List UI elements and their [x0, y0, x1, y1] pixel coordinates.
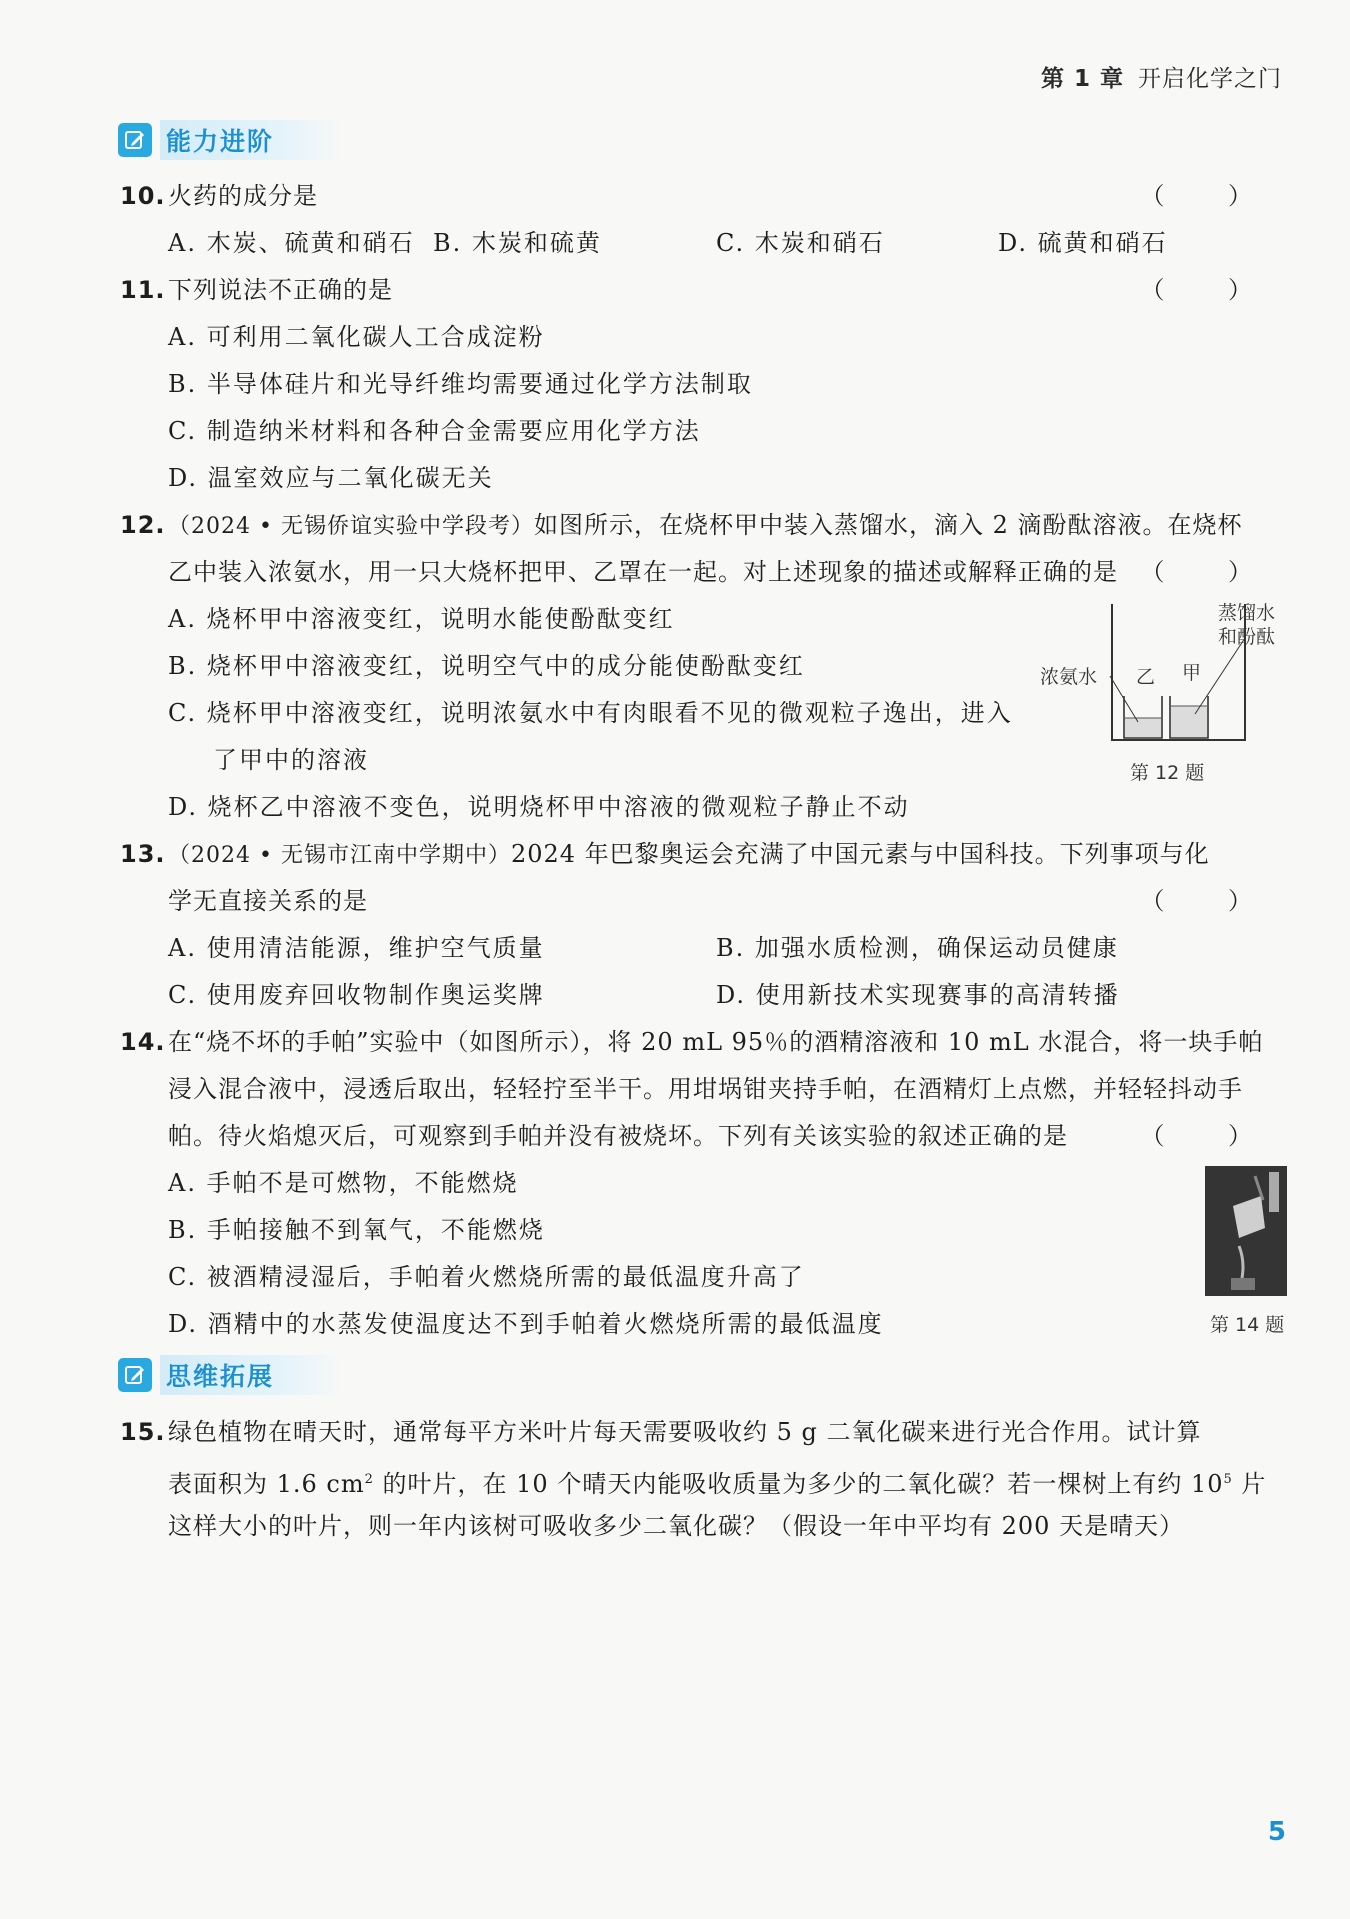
question-12 [120, 502, 1280, 550]
section-title: 能力进阶 [166, 127, 275, 156]
question-14-stem-line2: 浸入混合液中，浸透后取出，轻轻拧至半干。用坩埚钳夹持手帕，在酒精灯上点燃，并轻轻抖动手 [168, 1075, 1243, 1103]
option-c: C. 使用废弃回收物制作奥运奖牌 [168, 981, 545, 1009]
superscript: 5 [1223, 1472, 1233, 1487]
question-stem: 乙中装入浓氨水，用一只大烧杯把甲、乙罩在一起。对上述现象的描述或解释正确的是 [168, 558, 1118, 586]
question-stem: 火药的成分是 [168, 182, 318, 210]
label-beaker-jia: 甲 [1182, 662, 1202, 684]
question-stem: 2024 年巴黎奥运会充满了中国元素与中国科技。下列事项与化 [510, 840, 1210, 868]
question-11 [120, 267, 1280, 314]
question-10 [120, 173, 1280, 220]
option-b: B. 烧杯甲中溶液变红，说明空气中的成分能使酚酞变红 [168, 652, 805, 680]
section-thinking-header [118, 1353, 344, 1397]
option-b: B. 加强水质检测，确保运动员健康 [716, 934, 1119, 962]
chapter-number: 第 1 章 [1040, 66, 1124, 92]
question-number: 10. [120, 182, 166, 210]
option-d: D. 酒精中的水蒸发使温度达不到手帕着火燃烧所需的最低温度 [168, 1310, 884, 1338]
answer-bracket: （ ） [1140, 1122, 1280, 1150]
handkerchief-photo [1205, 1166, 1287, 1296]
figure-caption: 第 14 题 [1210, 1314, 1285, 1336]
answer-bracket: （ ） [1140, 182, 1280, 210]
answer-bracket: （ ） [1140, 558, 1280, 586]
pencil-icon [118, 123, 152, 157]
question-number: 11. [120, 276, 166, 304]
question-stem: 在“烧不坏的手帕”实验中（如图所示），将 20 mL 95％的酒精溶液和 10 mL 水混合，将一块手帕 [168, 1028, 1264, 1056]
option-a: A. 木炭、硫黄和硝石 [168, 229, 415, 257]
option-d: D. 使用新技术实现赛事的高清转播 [716, 981, 1120, 1009]
label-phenolphthalein: 和酚酞 [1218, 626, 1276, 648]
question-12-stem-line2 [168, 549, 1280, 596]
answer-bracket: （ ） [1140, 887, 1280, 915]
label-beaker-yi: 乙 [1136, 666, 1156, 688]
beaker-diagram [1040, 598, 1290, 788]
option-a: A. 手帕不是可燃物，不能燃烧 [168, 1169, 519, 1197]
option-c: C. 木炭和硝石 [716, 229, 885, 257]
option-b: B. 半导体硅片和光导纤维均需要通过化学方法制取 [168, 370, 753, 398]
question-stem: 学无直接关系的是 [168, 887, 368, 915]
question-stem: 如图所示，在烧杯甲中装入蒸馏水，滴入 2 滴酚酞溶液。在烧杯 [533, 511, 1243, 539]
option-c: C. 烧杯甲中溶液变红，说明浓氨水中有肉眼看不见的微观粒子逸出，进入 [168, 699, 1013, 727]
question-stem: 绿色植物在晴天时，通常每平方米叶片每天需要吸收约 5 g 二氧化碳来进行光合作用。试计算 [168, 1418, 1202, 1446]
question-stem: 帕。待火焰熄灭后，可观察到手帕并没有被烧坏。下列有关该实验的叙述正确的是 [168, 1122, 1068, 1150]
superscript: 2 [364, 1472, 374, 1487]
label-ammonia: 浓氨水 [1040, 666, 1098, 688]
option-c: C. 制造纳米材料和各种合金需要应用化学方法 [168, 417, 701, 445]
question-14 [120, 1019, 1280, 1066]
question-source: （2024 • 无锡市江南中学期中） [168, 843, 511, 868]
question-15-line2 [168, 1456, 1280, 1508]
question-14-stem-line3 [168, 1113, 1280, 1160]
section-title: 思维拓展 [166, 1362, 275, 1391]
option-b: B. 手帕接触不到氧气，不能燃烧 [168, 1216, 545, 1244]
question-text: 表面积为 1.6 cm [168, 1470, 365, 1498]
pencil-icon [118, 1358, 152, 1392]
question-text: 的叶片，在 10 个晴天内能吸收质量为多少的二氧化碳？若一棵树上有约 10 [373, 1470, 1224, 1498]
chapter-header [1041, 60, 1282, 93]
option-c-continued: 了甲中的溶液 [213, 746, 369, 774]
section-ability-header [118, 118, 344, 162]
question-number: 14. [120, 1028, 166, 1056]
option-d: D. 温室效应与二氧化碳无关 [168, 464, 494, 492]
question-13-stem-line2 [168, 878, 1280, 925]
option-b: B. 木炭和硫黄 [433, 229, 602, 257]
option-c: C. 被酒精浸湿后，手帕着火燃烧所需的最低温度升高了 [168, 1263, 805, 1291]
option-d: D. 硫黄和硝石 [998, 229, 1168, 257]
chapter-title: 开启化学之门 [1138, 66, 1282, 92]
page-number: 5 [1267, 1817, 1286, 1847]
question-15 [120, 1409, 1280, 1456]
question-number: 15. [120, 1418, 166, 1446]
option-a: A. 可利用二氧化碳人工合成淀粉 [168, 323, 545, 351]
question-15-line3: 这样大小的叶片，则一年内该树可吸收多少二氧化碳？（假设一年中平均有 200 天是晴天） [168, 1512, 1185, 1540]
question-text: 片 [1232, 1470, 1267, 1498]
option-d: D. 烧杯乙中溶液不变色，说明烧杯甲中溶液的微观粒子静止不动 [168, 793, 910, 821]
question-13 [120, 831, 1280, 879]
option-a: A. 烧杯甲中溶液变红，说明水能使酚酞变红 [168, 605, 675, 633]
answer-bracket: （ ） [1140, 276, 1280, 304]
figure-caption: 第 12 题 [1130, 762, 1205, 784]
question-source: （2024 • 无锡侨谊实验中学段考） [168, 514, 534, 539]
question-number: 13. [120, 840, 166, 868]
label-water: 蒸馏水 [1218, 602, 1276, 624]
question-number: 12. [120, 511, 166, 539]
question-stem: 下列说法不正确的是 [168, 276, 393, 304]
option-a: A. 使用清洁能源，维护空气质量 [168, 934, 545, 962]
